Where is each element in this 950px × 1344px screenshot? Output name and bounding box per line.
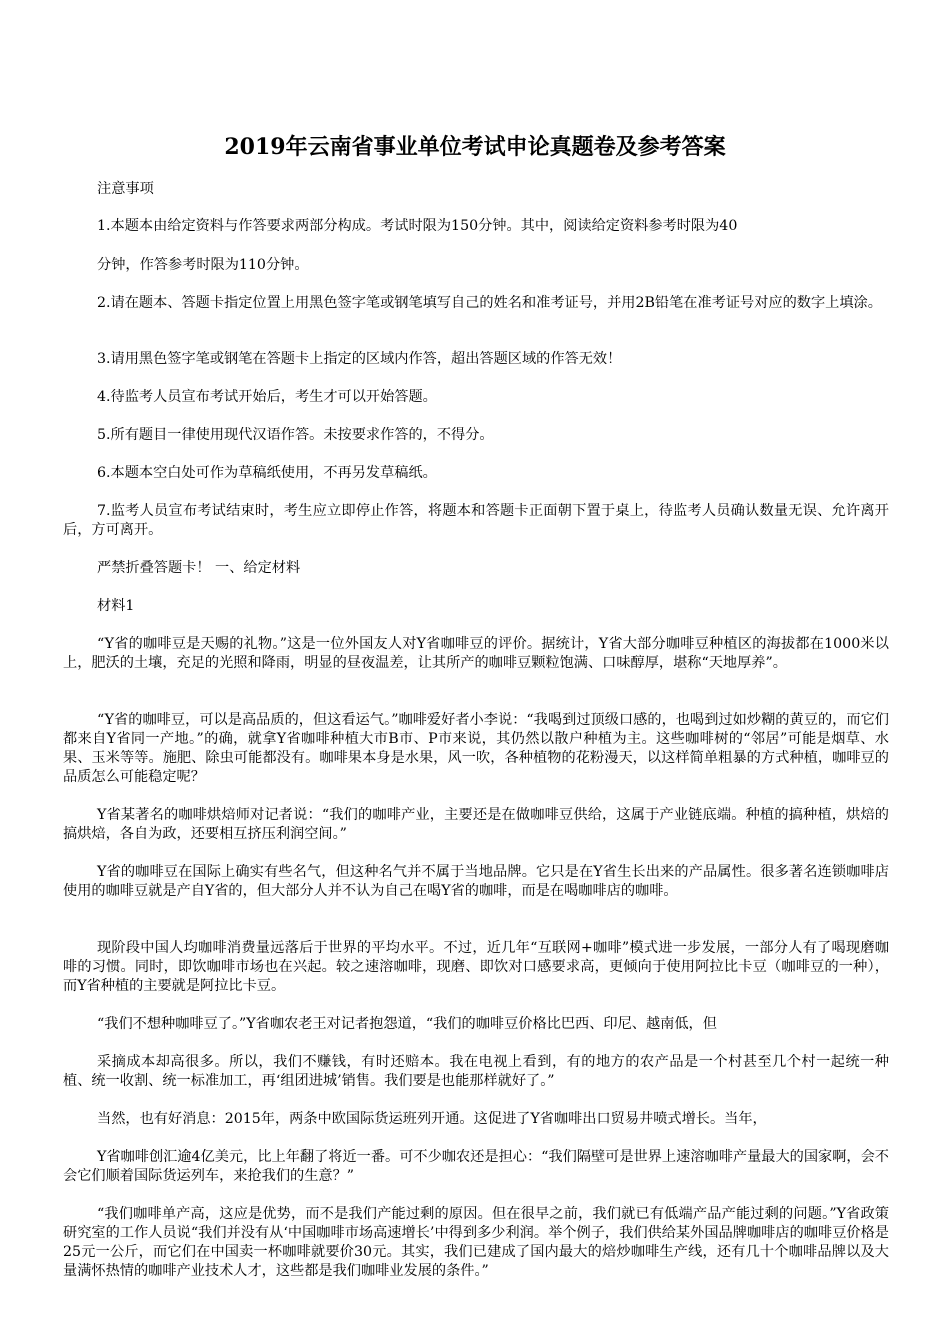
notice-item-7: 7.监考人员宣布考试结束时，考生应立即停止作答，将题本和答题卡正面朝下置于桌上，待监考人员确认数量无误、允许离开后，方可离开。: [63, 503, 889, 538]
notice-item-1-continued: 分钟，作答参考时限为110分钟。: [97, 257, 309, 273]
material-paragraph: “Y省的咖啡豆是天赐的礼物。”这是一位外国友人对Y省咖啡豆的评价。据统计，Y省大部分咖啡豆种植区的海拔都在1000米以上，肥沃的土壤，充足的光照和降雨，明显的昼夜温差，让其所产的咖啡豆颗粒饱满、口味醇厚，堪称“天地厚养”。: [63, 636, 889, 671]
material-paragraph: Y省咖啡创汇逾4亿美元，比上年翻了将近一番。可不少咖农还是担心：“我们隔壁可是世界上速溶咖啡产量最大的国家啊，会不会它们顺着国际货运列车，来抢我们的生意？”: [63, 1149, 889, 1184]
notice-item-1: 1.本题本由给定资料与作答要求两部分构成。考试时限为150分钟。其中，阅读给定资料参考时限为40: [97, 218, 738, 234]
material-paragraph: Y省某著名的咖啡烘焙师对记者说：“我们的咖啡产业，主要还是在做咖啡豆供给，这属于产业链底端。种植的搞种植，烘焙的搞烘焙，各自为政，还要相互挤压利润空间。”: [63, 807, 889, 842]
notice-item-6: 6.本题本空白处可作为草稿纸使用，不再另发草稿纸。: [97, 465, 437, 481]
section-heading: 严禁折叠答题卡！ 一、给定材料: [97, 560, 301, 576]
material-paragraph: Y省的咖啡豆在国际上确实有些名气，但这种名气并不属于当地品牌。它只是在Y省生长出来的产品属性。很多著名连锁咖啡店使用的咖啡豆就是产自Y省的，但大部分人并不认为自己在喝Y省的咖啡，而是在喝咖啡店的咖啡。: [63, 864, 889, 899]
notice-item-3: 3.请用黑色签字笔或钢笔在答题卡上指定的区域内作答，超出答题区域的作答无效！: [97, 351, 622, 367]
material-paragraph: 现阶段中国人均咖啡消费量远落后于世界的平均水平。不过，近几年“互联网+咖啡”模式进一步发展，一部分人有了喝现磨咖啡的习惯。同时，即饮咖啡市场也在兴起。较之速溶咖啡，现磨、即饮对口感要求高，更倾向于使用阿拉比卡豆（咖啡豆的一种），而Y省种植的主要就是阿拉比卡豆。: [63, 940, 889, 994]
material-label: 材料1: [97, 598, 135, 614]
document-title: 2019年云南省事业单位考试申论真题卷及参考答案: [224, 134, 726, 160]
material-paragraph: “Y省的咖啡豆，可以是高品质的，但这看运气。”咖啡爱好者小李说：“我喝到过顶级口感的，也喝到过如炒糊的黄豆的，而它们都来自Y省同一产地。”的确，就拿Y省咖啡种植大市B市、P市来说，其仍然以散户种植为主。这些咖啡树的“邻居”可能是烟草、水果、玉米等等。施肥、除虫可能都没有。咖啡果本身是水果，风一吹，各种植物的花粉漫天，以这样简单粗暴的方式种植，咖啡豆的品质怎么可能稳定呢？: [63, 712, 889, 785]
material-paragraph: “我们咖啡单产高，这应是优势，而不是我们产能过剩的原因。但在很早之前，我们就已有低端产品产能过剩的问题。”Y省政策研究室的工作人员说“我们并没有从‘中国咖啡市场高速增长’中得到多少利润。举个例子，我们供给某外国品牌咖啡店的咖啡豆价格是25元一公斤，而它们在中国卖一杯咖啡就要价30元。其实，我们已建成了国内最大的焙炒咖啡生产线，还有几十个咖啡品牌以及大量满怀热情的咖啡产业技术人才，这些都是我们咖啡业发展的条件。”: [63, 1206, 889, 1279]
notice-item-4: 4.待监考人员宣布考试开始后，考生才可以开始答题。: [97, 389, 437, 405]
notice-heading: 注意事项: [97, 181, 154, 197]
material-paragraph: 采摘成本却高很多。所以，我们不赚钱，有时还赔本。我在电视上看到，有的地方的农产品是一个村甚至几个村一起统一种植、统一收割、统一标准加工，再‘组团进城’销售。我们要是也能那样就好了。”: [63, 1054, 889, 1089]
material-paragraph: 当然，也有好消息：2015年，两条中欧国际货运班列开通。这促进了Y省咖啡出口贸易井喷式增长。当年，: [97, 1111, 767, 1127]
material-paragraph: “我们不想种咖啡豆了。”Y省咖农老王对记者抱怨道，“我们的咖啡豆价格比巴西、印尼、越南低，但: [97, 1016, 717, 1032]
notice-item-5: 5.所有题目一律使用现代汉语作答。未按要求作答的，不得分。: [97, 427, 494, 443]
notice-item-2: 2.请在题本、答题卡指定位置上用黑色签字笔或钢笔填写自己的姓名和准考证号，并用2B铅笔在准考证号对应的数字上填涂。: [97, 295, 882, 311]
